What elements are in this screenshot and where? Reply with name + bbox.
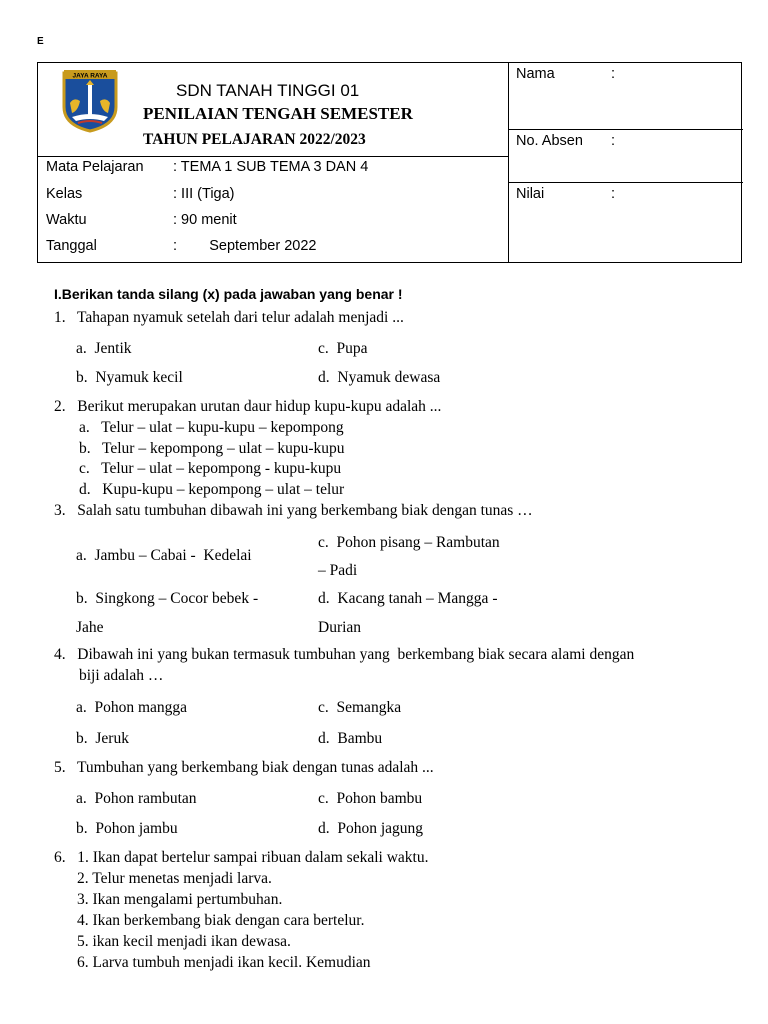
absen-label: No. Absen xyxy=(516,133,583,149)
field-label-date: Tanggal xyxy=(46,238,97,254)
q5-option-b: b. Pohon jambu xyxy=(76,820,178,837)
q2-option-d: d. Kupu-kupu – kepompong – ulat – telur xyxy=(79,481,345,498)
jakarta-emblem-logo xyxy=(60,67,120,133)
q1-option-b: b. Nyamuk kecil xyxy=(76,369,183,386)
instruction: I.Berikan tanda silang (x) pada jawaban yang benar ! xyxy=(54,286,403,302)
q6-line-1: 6. 1. Ikan dapat bertelur sampai ribuan dalam sekali waktu. xyxy=(54,849,429,866)
q5-option-d: d. Pohon jagung xyxy=(318,820,424,837)
nama-divider xyxy=(509,129,743,130)
academic-year: TAHUN PELAJARAN 2022/2023 xyxy=(143,131,366,148)
q2-option-a: a. Telur – ulat – kupu-kupu – kepompong xyxy=(79,419,344,436)
q5-option-c: c. Pohon bambu xyxy=(318,790,423,807)
q4-stem-cont: biji adalah … xyxy=(79,667,164,684)
q4-option-b: b. Jeruk xyxy=(76,730,129,747)
name-colon: : xyxy=(611,66,616,82)
q4-option-a: a. Pohon mangga xyxy=(76,699,188,716)
q3-option-b-cont: Jahe xyxy=(76,619,104,636)
q3-option-d-cont: Durian xyxy=(318,619,362,636)
q3-option-c: c. Pohon pisang – Rambutan xyxy=(318,534,500,551)
score-colon: : xyxy=(611,186,616,202)
corner-mark: E xyxy=(37,36,44,47)
exam-title: PENILAIAN TENGAH SEMESTER xyxy=(143,104,413,123)
q3-option-b: b. Singkong – Cocor bebek - xyxy=(76,590,259,607)
header-divider xyxy=(508,63,509,262)
q3-option-d: d. Kacang tanah – Mangga - xyxy=(318,590,498,607)
score-label: Nilai xyxy=(516,186,545,202)
q5-option-a: a. Pohon rambutan xyxy=(76,790,197,807)
field-value-date: : September 2022 xyxy=(173,238,317,254)
field-label-time: Waktu xyxy=(46,212,87,228)
q2-option-c: c. Telur – ulat – kepompong - kupu-kupu xyxy=(79,460,342,477)
field-label-subject: Mata Pelajaran xyxy=(46,159,144,175)
q6-line-6: 6. Larva tumbuh menjadi ikan kecil. Kemudian xyxy=(77,954,371,971)
q5-stem: 5. Tumbuhan yang berkembang biak dengan tunas adalah ... xyxy=(54,759,434,776)
header-box xyxy=(37,62,742,263)
q4-stem: 4. Dibawah ini yang bukan termasuk tumbuhan yang berkembang biak secara alami dengan xyxy=(54,646,635,663)
q6-line-5: 5. ikan kecil menjadi ikan dewasa. xyxy=(77,933,291,950)
q2-option-b: b. Telur – kepompong – ulat – kupu-kupu xyxy=(79,440,345,457)
q3-option-a: a. Jambu – Cabai - Kedelai xyxy=(76,547,252,564)
q3-stem: 3. Salah satu tumbuhan dibawah ini yang berkembang biak dengan tunas … xyxy=(54,502,533,519)
field-label-class: Kelas xyxy=(46,186,83,202)
q4-option-d: d. Bambu xyxy=(318,730,383,747)
q2-stem: 2. Berikut merupakan urutan daur hidup kupu-kupu adalah ... xyxy=(54,398,442,415)
field-value-class: : III (Tiga) xyxy=(173,186,235,202)
q1-option-c: c. Pupa xyxy=(318,340,368,357)
q1-option-d: d. Nyamuk dewasa xyxy=(318,369,441,386)
q6-line-2: 2. Telur menetas menjadi larva. xyxy=(77,870,272,887)
info-divider xyxy=(38,156,509,157)
school-name: SDN TANAH TINGGI 01 xyxy=(176,81,360,100)
q1-stem: 1. Tahapan nyamuk setelah dari telur adalah menjadi ... xyxy=(54,309,404,326)
q6-line-3: 3. Ikan mengalami pertumbuhan. xyxy=(77,891,283,908)
field-value-subject: : TEMA 1 SUB TEMA 3 DAN 4 xyxy=(173,159,369,175)
name-label: Nama xyxy=(516,66,555,82)
field-value-time: : 90 menit xyxy=(173,212,237,228)
q1-option-a: a. Jentik xyxy=(76,340,132,357)
absen-colon: : xyxy=(611,133,616,149)
logo-text: JAYA RAYA xyxy=(72,72,108,80)
absen-divider xyxy=(509,182,743,183)
q3-option-c-cont: – Padi xyxy=(318,562,358,579)
q6-line-4: 4. Ikan berkembang biak dengan cara bertelur. xyxy=(77,912,365,929)
q4-option-c: c. Semangka xyxy=(318,699,402,716)
